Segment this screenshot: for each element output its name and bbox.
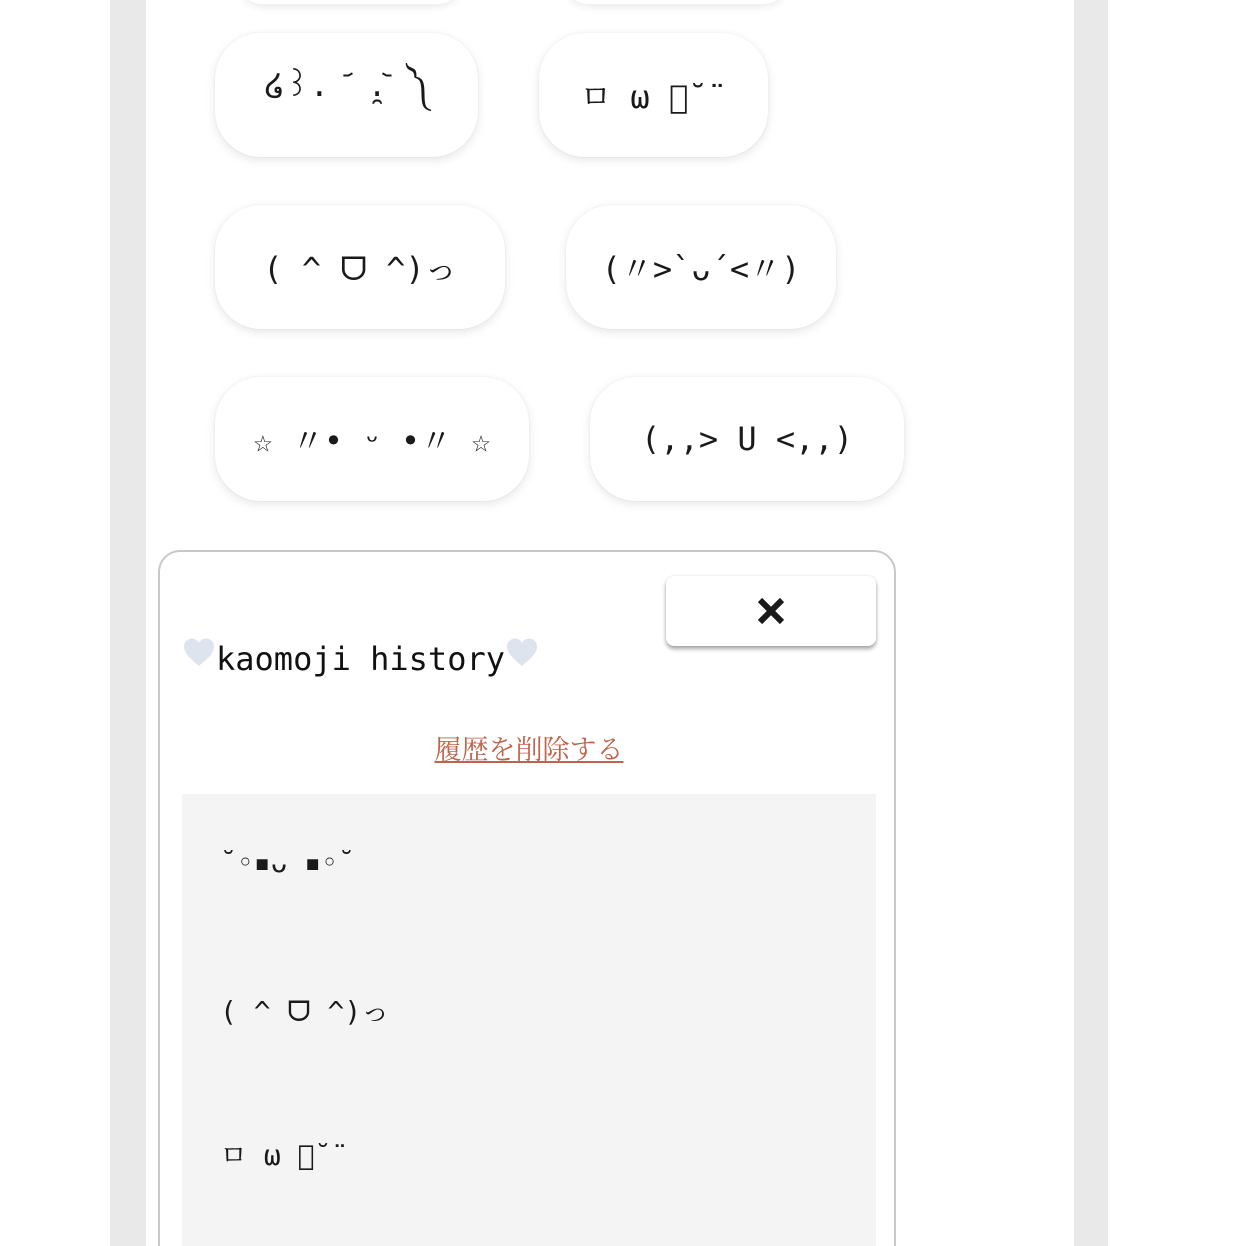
kaomoji-chip[interactable] <box>590 377 904 501</box>
history-title-text: kaomoji history <box>216 640 505 678</box>
partial-kaomoji-chip[interactable] <box>566 0 786 4</box>
kaomoji-text: (,,> U <,,) <box>641 420 853 458</box>
kaomoji-text: ☆ 〃• ᵕ •〃 ☆ <box>253 422 491 460</box>
partial-kaomoji-chip[interactable] <box>240 0 460 4</box>
close-button[interactable] <box>666 576 876 646</box>
right-gutter <box>1074 0 1108 1246</box>
kaomoji-chip[interactable] <box>539 33 768 157</box>
kaomoji-text: (〃>`ᴗ´<〃) <box>601 250 801 288</box>
kaomoji-chip[interactable] <box>215 205 505 329</box>
history-title <box>182 640 539 678</box>
clear-history-link[interactable]: 履歴を削除する <box>434 735 624 766</box>
kaomoji-text: ( ^ ᗜ ^)っ <box>263 250 457 288</box>
history-item[interactable]: ˘◦▪︎ᴗ ▪︎◦˘ <box>220 846 355 879</box>
kaomoji-chip[interactable] <box>566 205 836 329</box>
history-item[interactable]: ( ^ ᗜ ^)っ <box>220 995 390 1028</box>
history-list <box>182 794 876 1246</box>
kaomoji-text: ໒꒱. ᷄ ̯.᷅ ༽ <box>264 66 429 104</box>
kaomoji-history-panel <box>158 550 896 1246</box>
kaomoji-chip[interactable] <box>215 33 478 157</box>
heart-icon <box>182 637 216 667</box>
kaomoji-chip[interactable] <box>215 377 529 501</box>
history-item[interactable]: ㅁ ω ㅁ̆̈ <box>220 1139 349 1172</box>
kaomoji-text: ㅁ ω ㅁ̆̈ <box>580 78 727 116</box>
heart-icon <box>505 637 539 667</box>
left-gutter <box>110 0 146 1246</box>
close-x-icon <box>756 596 786 626</box>
